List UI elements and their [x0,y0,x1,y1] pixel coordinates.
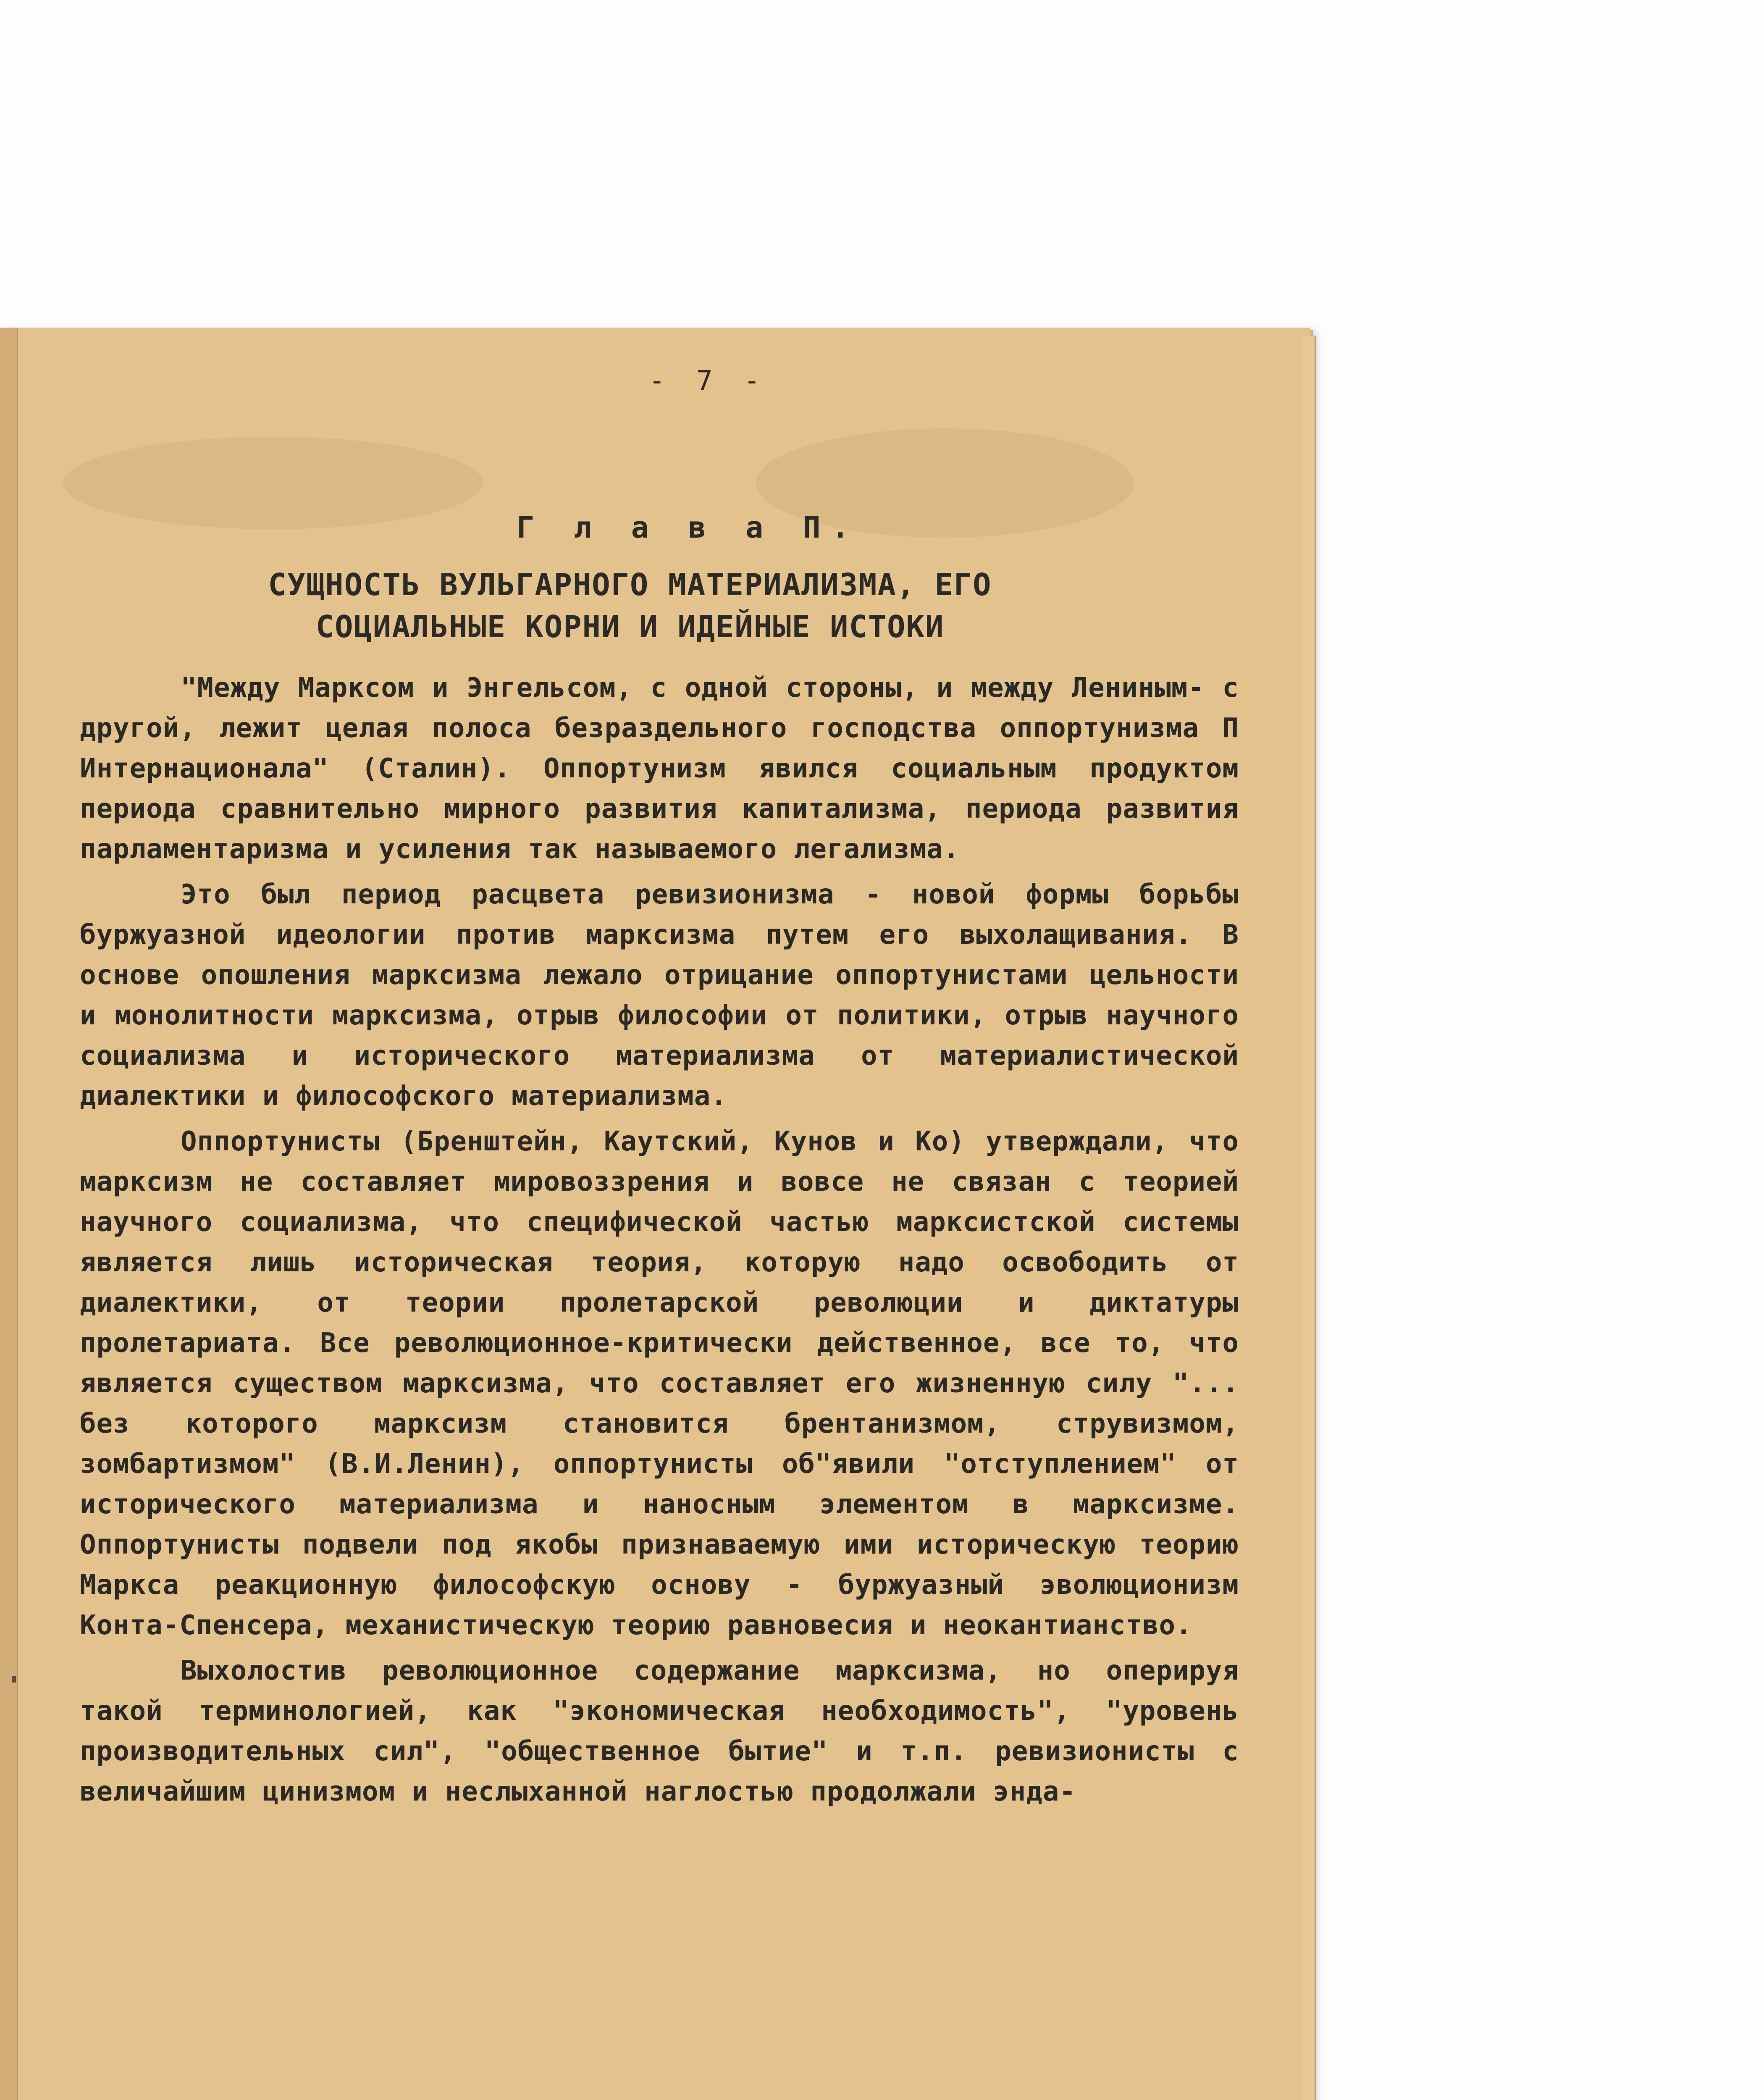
paragraph: Это был период расцвета ревизионизма - новой формы борьбы буржуазной идеологии против марксизма путем его выхолащивания. В основе опошления марксизма лежало отрицание оппортунистами цельности и монолитности марксизма, отрыв философии от политики, отрыв научного социализма и исторического материализма от материалистической диалектики и философского материализма. [80,879,1239,1112]
paragraph: "Между Марксом и Энгельсом, с одной стороны, и между Лениным- с другой, лежит целая полоса безраздельного господства оппортунизма П Интернационала" (Сталин). Оппортунизм явился социальным продуктом периода сравнительно мирного развития капитализма, периода развития парламентаризма и усиления так называемого легализма. [80,672,1239,865]
page-right-edge [1302,336,1316,2100]
body-text [80,668,1239,1817]
binding-mark [12,1676,16,1683]
page-number: - 7 - [649,365,768,396]
paragraph: Оппортунисты (Бренштейн, Каутский, Кунов и Ко) утверждали, что марксизм не составляет мировоззрения и вовсе не связан с теорией научного социализма, что специфической частью марксистской системы является лишь историческая теория, которую надо освободить от диалектики, от теории пролетарской революции и диктатуры пролетариата. Все революционное-критически действенное, все то, что является существом марксизма, что составляет его жизненную силу "... без которого марксизм становится брентанизмом, струвизмом, зомбартизмом" (В.И.Ленин), оппортунисты об"явили "отступлением" от исторического материализма и наносным элементом в марксизме. Оппортунисты подвели под якобы признаваемую ими историческую теорию Маркса реакционную философскую основу - буржуазный эволюционизм Конта-Спенсера, механистическую теорию равновесия и неокантианство. [80,1126,1239,1641]
chapter-title-line-1: СУЩНОСТЬ ВУЛЬГАРНОГО МАТЕРИАЛИЗМА, ЕГО [268,567,992,602]
chapter-heading: Г л а в а П. [517,510,860,545]
chapter-title-line-2: СОЦИАЛЬНЫЕ КОРНИ И ИДЕЙНЫЕ ИСТОКИ [315,609,945,644]
paragraph: Выхолостив революционное содержание марксизма, но оперируя такой терминологией, как "экономическая необходимость", "уровень производительных сил", "общественное бытие" и т.п. ревизионисты с величайшим цинизмом и неслыханной наглостью продолжали энда- [80,1655,1239,1807]
paper-stain [63,437,483,529]
